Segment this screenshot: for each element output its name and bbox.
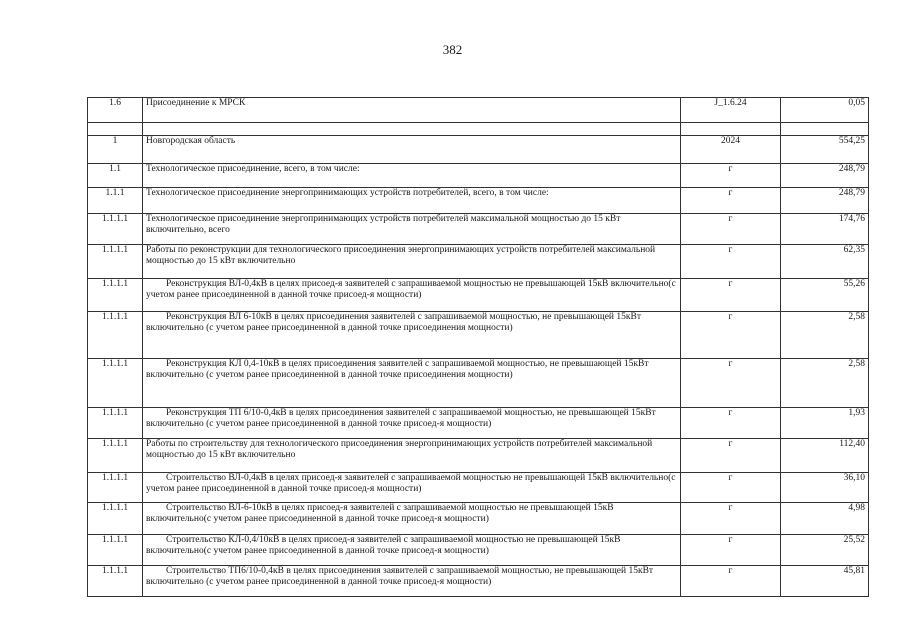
row-value-cell: 112,40 [781,439,869,473]
row-value-cell: 2,58 [781,312,869,359]
row-name-cell: Реконструкция ВЛ-0,4кВ в целях присоед-я заявителей с запрашиваемой мощностью не превышающей 15кВ включительно(с учетом ранее присоединенной в данной точке присоед-я мощности) [143,279,681,312]
table-row [88,245,869,279]
row-name-cell: Технологическое присоединение энергопринимающих устройств потребителей, всего, в том числе: [143,188,681,214]
row-code-cell: г [681,408,781,439]
table-row [88,566,869,597]
table-row [88,408,869,439]
row-name-cell: Строительство КЛ-0,4/10кВ в целях присоед-я заявителей с запрашиваемой мощностью не превышающей 15кВ включительно(с учетом ранее присоединенной в данной точке присоед-я мощности) [143,535,681,566]
row-value-cell: 174,76 [781,214,869,245]
row-number-cell: 1.1.1.1 [88,439,143,473]
row-name-cell: Реконструкция ТП 6/10-0,4кВ в целях присоединения заявителей с запрашиваемой мощностью, не превышающей 15кВт включительно (с учетом ранее присоединенной в данной точке присоед-я мощности) [143,408,681,439]
table-row [88,279,869,312]
table-row [88,312,869,359]
row-code-cell: J_1.6.24 [681,98,781,123]
row-code-cell: г [681,359,781,408]
table-row [88,98,869,123]
row-name-cell: Присоединение к МРСК [143,98,681,123]
row-number-cell: 1.6 [88,98,143,123]
row-value-cell: 36,10 [781,473,869,503]
row-code-cell: г [681,188,781,214]
row-number-cell: 1.1.1.1 [88,279,143,312]
table-row [88,164,869,188]
row-code-cell: г [681,535,781,566]
row-name-cell: Реконструкция КЛ 0,4-10кВ в целях присоединения заявителей с запрашиваемой мощностью, не превышающей 15кВт включительно (с учетом ранее присоединенной в данной точке присоединения мощности) [143,359,681,408]
table-row [88,123,869,136]
row-name-cell: Строительство ТП6/10-0,4кВ в целях присоединения заявителей с запрашиваемой мощностью, не превышающей 15кВт включительно (с учетом ранее присоединенной в данной точке присоед-я мощности) [143,566,681,597]
table-row [88,136,869,164]
table-row [88,359,869,408]
row-value-cell: 554,25 [781,136,869,164]
row-number-cell: 1.1 [88,164,143,188]
row-code-cell: 2024 [681,136,781,164]
row-value-cell: 1,93 [781,408,869,439]
row-code-cell: г [681,245,781,279]
row-name-cell: Строительство ВЛ-6-10кВ в целях присоед-я заявителей с запрашиваемой мощностью не превышающей 15кВ включительно(с учетом ранее присоединенной в данной точке присоед-я мощности) [143,503,681,535]
row-number-cell: 1.1.1.1 [88,245,143,279]
table-row [88,503,869,535]
row-value-cell: 248,79 [781,164,869,188]
table-row [88,214,869,245]
row-number-cell: 1.1.1 [88,188,143,214]
row-value-cell: 0,05 [781,98,869,123]
table-row [88,188,869,214]
row-value-cell: 248,79 [781,188,869,214]
row-name-cell: Работы по строительству для технологического присоединения энергопринимающих устройств потребителей максимальной мощностью до 15 кВт включительно [143,439,681,473]
row-value-cell: 62,35 [781,245,869,279]
page-number: 382 [442,42,463,57]
table-row [88,473,869,503]
row-number-cell: 1.1.1.1 [88,473,143,503]
row-code-cell: г [681,164,781,188]
row-number-cell: 1 [88,136,143,164]
row-name-cell: Технологическое присоединение, всего, в том числе: [143,164,681,188]
table-row [88,535,869,566]
row-name-cell: Новгородская область [143,136,681,164]
row-number-cell: 1.1.1.1 [88,214,143,245]
row-number-cell [88,123,143,136]
row-name-cell: Работы по реконструкции для технологического присоединения энергопринимающих устройств потребителей максимальной мощностью до 15 кВт включительно [143,245,681,279]
row-number-cell: 1.1.1.1 [88,535,143,566]
row-name-cell: Реконструкция ВЛ 6-10кВ в целях присоединения заявителей с запрашиваемой мощностью, не превышающей 15кВт включительно (с учетом ранее присоединенной в данной точке присоединения мощности) [143,312,681,359]
investment-program-table [87,97,869,597]
row-value-cell: 2,58 [781,359,869,408]
row-value-cell: 4,98 [781,503,869,535]
row-number-cell: 1.1.1.1 [88,312,143,359]
row-value-cell: 55,26 [781,279,869,312]
row-name-cell: Строительство ВЛ-0,4кВ в целях присоед-я заявителей с запрашиваемой мощностью не превышающей 15кВ включительно(с учетом ранее присоединенной в данной точке присоед-я мощности) [143,473,681,503]
row-code-cell [681,123,781,136]
row-name-cell [143,123,681,136]
row-name-cell: Технологическое присоединение энергопринимающих устройств потребителей максимальной мощностью до 15 кВт включительно, всего [143,214,681,245]
row-value-cell [781,123,869,136]
row-number-cell: 1.1.1.1 [88,408,143,439]
row-value-cell: 25,52 [781,535,869,566]
row-value-cell: 45,81 [781,566,869,597]
row-number-cell: 1.1.1.1 [88,566,143,597]
row-code-cell: г [681,473,781,503]
row-code-cell: г [681,214,781,245]
row-code-cell: г [681,279,781,312]
row-code-cell: г [681,503,781,535]
row-code-cell: г [681,439,781,473]
table-row [88,439,869,473]
row-number-cell: 1.1.1.1 [88,359,143,408]
table-body [88,98,869,597]
row-number-cell: 1.1.1.1 [88,503,143,535]
row-code-cell: г [681,566,781,597]
row-code-cell: г [681,312,781,359]
